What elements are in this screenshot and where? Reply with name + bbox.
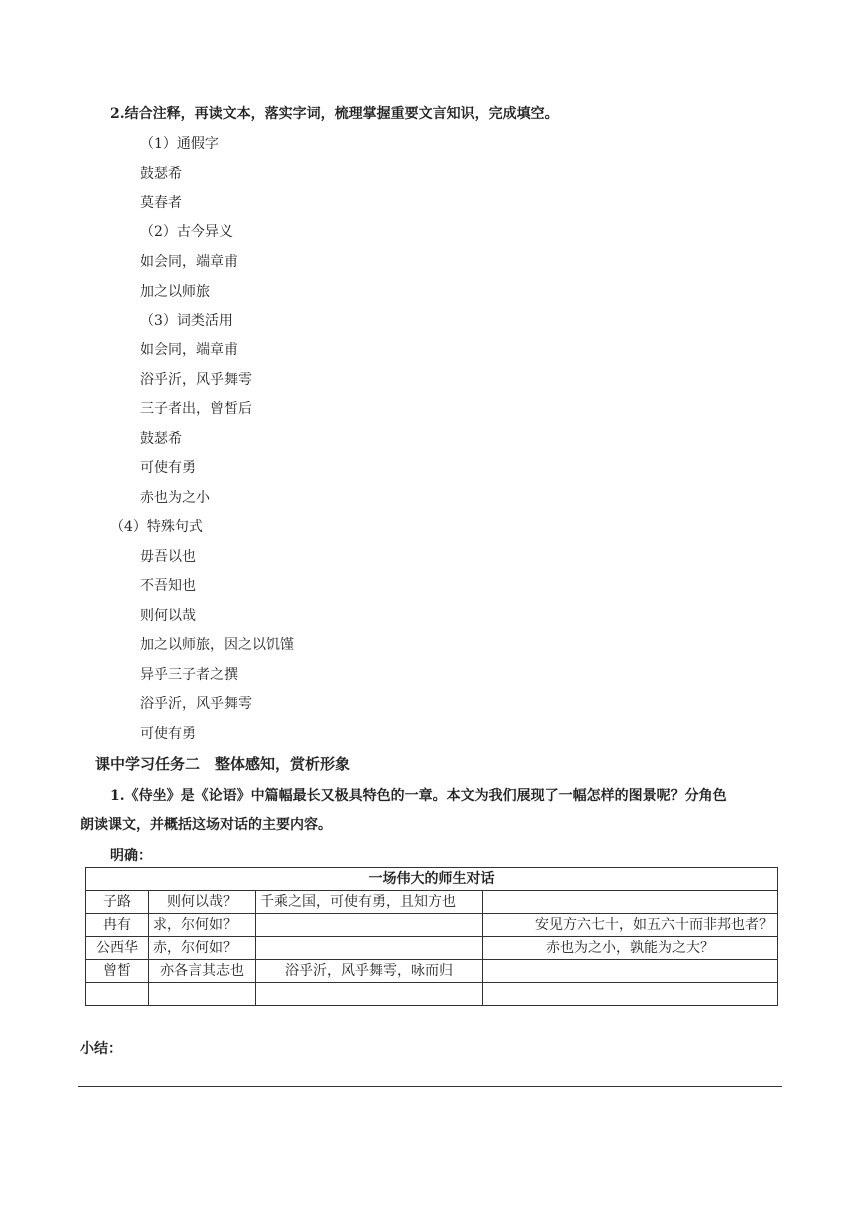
list-item: 则何以哉 (140, 608, 196, 624)
table-cell: 亦各言其志也 (149, 960, 256, 983)
task1-heading: 2.结合注释，再读文本，落实字词，梳理掌握重要文言知识，完成填空。 (110, 106, 559, 122)
table-cell: 曾皙 (86, 960, 149, 983)
list-item: 鼓瑟希 (140, 166, 182, 182)
list-item: 加之以师旅，因之以饥馑 (140, 637, 294, 653)
summary-label: 小结： (80, 1041, 122, 1057)
list-item: 异乎三子者之撰 (140, 667, 238, 683)
list-item: 不吾知也 (140, 578, 196, 594)
question-line-2: 朗读课文，并概括这场对话的主要内容。 (80, 817, 332, 833)
section-title-tongjiazi: （1）通假字 (140, 136, 219, 152)
list-item: 如会同，端章甫 (140, 342, 238, 358)
list-item: 赤也为之小 (140, 490, 210, 506)
table-cell: 求，尔何如？ (149, 914, 256, 937)
list-item: 可使有勇 (140, 726, 196, 742)
table-cell (483, 891, 778, 914)
table-row (86, 983, 778, 1006)
answer-rule-line (78, 1086, 782, 1087)
table-cell (483, 983, 778, 1006)
question-line-1: 1.《侍坐》是《论语》中篇幅最长又极具特色的一章。本文为我们展现了一幅怎样的图景呢？分角色 (110, 788, 727, 804)
table-cell (256, 937, 483, 960)
task2-heading: 课中学习任务二 整体感知，赏析形象 (95, 755, 351, 773)
table-cell: 浴乎沂，风乎舞雩，咏而归 (256, 960, 483, 983)
list-item: 鼓瑟希 (140, 431, 182, 447)
table-row (86, 937, 778, 960)
table-row (86, 960, 778, 983)
answer-label: 明确： (110, 848, 152, 864)
table-cell (483, 960, 778, 983)
table-cell (256, 983, 483, 1006)
section-title-gujinyiyi: （2）古今异义 (140, 224, 233, 240)
table-cell (86, 983, 149, 1006)
table-cell: 安见方六七十，如五六十而非邦也者？ (483, 914, 778, 937)
list-item: 三子者出，曾皙后 (140, 401, 252, 417)
list-item: 加之以师旅 (140, 284, 210, 300)
table-cell (256, 914, 483, 937)
list-item: 可使有勇 (140, 460, 196, 476)
table-row (86, 891, 778, 914)
table-title: 一场伟大的师生对话 (86, 868, 778, 891)
table-cell: 赤也为之小，孰能为之大？ (483, 937, 778, 960)
section-title-teshujushi: （4）特殊句式 (110, 519, 203, 535)
list-item: 浴乎沂，风乎舞雩 (140, 696, 252, 712)
table-title-row (86, 868, 778, 891)
list-item: 莫春者 (140, 195, 182, 211)
table-cell: 公西华 (86, 937, 149, 960)
list-item: 如会同，端章甫 (140, 254, 238, 270)
table-cell: 则何以哉？ (149, 891, 256, 914)
table-cell (149, 983, 256, 1006)
list-item: 浴乎沂，风乎舞雩 (140, 372, 252, 388)
section-title-cileihuoyong: （3）词类活用 (140, 313, 233, 329)
table-cell: 子路 (86, 891, 149, 914)
table-cell: 千乘之国，可使有勇，且知方也 (256, 891, 483, 914)
dialogue-table (85, 867, 778, 1006)
list-item: 毋吾以也 (140, 549, 196, 565)
table-cell: 赤，尔何如？ (149, 937, 256, 960)
table-row (86, 914, 778, 937)
table-cell: 冉有 (86, 914, 149, 937)
